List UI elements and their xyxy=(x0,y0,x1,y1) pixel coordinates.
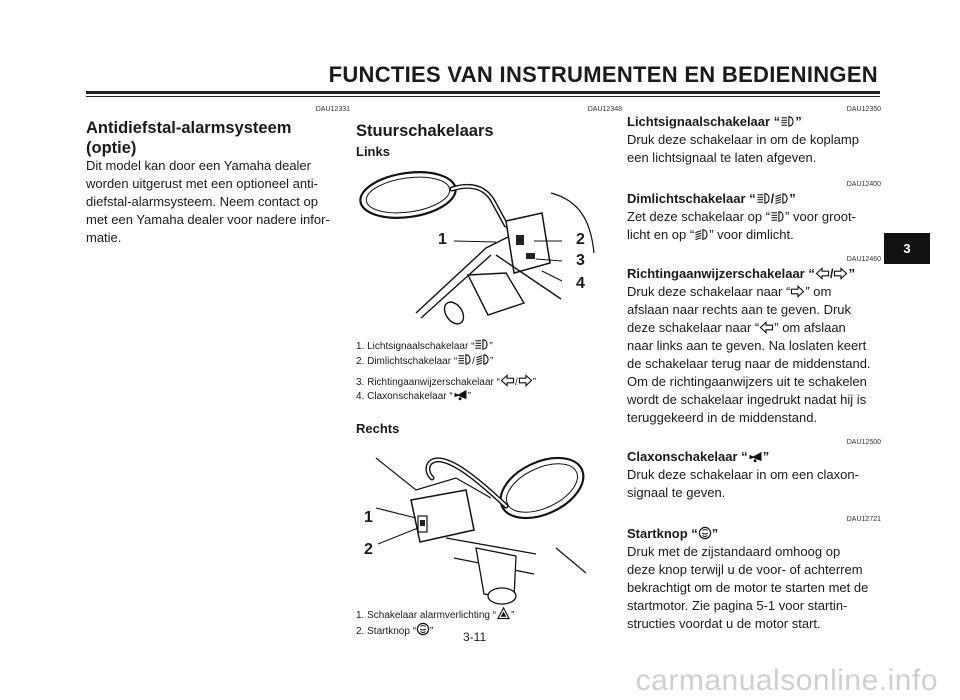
header-rule-thin xyxy=(86,96,880,97)
title-line: (optie) xyxy=(86,139,137,157)
section-code: DAU12500 xyxy=(846,439,881,446)
start-icon xyxy=(416,622,430,636)
right-handlebar-illustration xyxy=(356,438,596,606)
section-title-lichtsignaal: Lichtsignaalschakelaar “ ” xyxy=(627,114,802,129)
text-line: Druk deze schakelaar in om de koplamp xyxy=(627,132,859,147)
caption-line: 1. Schakelaar alarmverlichting “ ” xyxy=(356,607,622,622)
caption-line: 3. Richtingaanwijzerschakelaar “ / ” xyxy=(356,374,622,389)
text-line: naar links aan te geven. Na loslaten keert xyxy=(627,338,867,353)
paragraph-startknop xyxy=(627,543,881,633)
text-line: met een Yamaha dealer voor nadere infor- xyxy=(86,212,330,227)
section-title-stuurschakelaars: Stuurschakelaars xyxy=(356,122,494,140)
page-header-title: FUNCTIES VAN INSTRUMENTEN EN BEDIENINGEN xyxy=(328,62,878,87)
paragraph-lichtsignaal xyxy=(627,131,881,167)
text-line: bekrachtigt om de motor te starten met de xyxy=(627,580,869,595)
caption-line: 4. Claxonschakelaar “ ” xyxy=(356,391,472,402)
horn-icon xyxy=(453,389,468,401)
paragraph-richtingaanwijzer xyxy=(627,283,881,427)
section-code: DAU12331 xyxy=(315,106,350,113)
caption-line: 2. Dimlichtschakelaar “ / ” xyxy=(356,353,622,368)
section-title-antidiefstal xyxy=(86,118,356,158)
text-line: licht en op “ ” voor dimlicht. xyxy=(627,227,794,242)
text-line: startmotor. Zie pagina 5-1 voor startin- xyxy=(627,598,848,613)
low-beam-icon xyxy=(475,353,490,366)
figure-callout: 2 xyxy=(364,541,373,558)
figure-callout: 3 xyxy=(576,252,585,269)
headlight-flasher-icon xyxy=(780,115,795,128)
turn-right-icon xyxy=(518,374,533,387)
figure-callout: 1 xyxy=(438,231,447,248)
text-line: signaal te geven. xyxy=(627,485,726,500)
watermark: carmanualsonline.info xyxy=(635,664,938,697)
turn-right-icon xyxy=(790,285,805,298)
header-rule-thick xyxy=(86,91,880,94)
headlight-flasher-icon xyxy=(474,338,489,351)
section-code: DAU12400 xyxy=(846,181,881,188)
text-line: de schakelaar terug naar de middenstand. xyxy=(627,356,871,371)
section-code: DAU12350 xyxy=(846,106,881,113)
chapter-tab: 3 xyxy=(884,233,930,264)
text-line: deze knop terwijl u de voor- of achterrem xyxy=(627,562,863,577)
high-beam-icon xyxy=(770,210,785,223)
section-code: DAU12460 xyxy=(846,256,881,263)
figure-callout: 1 xyxy=(364,509,373,526)
section-code: DAU12348 xyxy=(587,106,622,113)
column-3 xyxy=(627,106,881,633)
turn-left-icon xyxy=(815,267,830,280)
high-beam-icon xyxy=(756,192,771,205)
section-code: DAU12721 xyxy=(846,516,881,523)
caption-line: 1. Lichtsignaalschakelaar “ ” xyxy=(356,338,622,353)
turn-left-icon xyxy=(500,374,515,387)
figure-captions-left xyxy=(356,338,622,403)
horn-icon xyxy=(748,451,763,463)
paragraph-dimlicht xyxy=(627,208,881,244)
subheading-links: Links xyxy=(356,144,390,159)
text-line: Dit model kan door een Yamaha dealer xyxy=(86,158,311,173)
figure-callout: 2 xyxy=(576,231,585,248)
paragraph-claxon xyxy=(627,466,881,502)
text-line: Zet deze schakelaar op “ ” voor groot- xyxy=(627,209,856,224)
page-number: 3-11 xyxy=(463,630,487,644)
caption-line: 2. Startknop “ ” xyxy=(356,622,622,638)
section-title-richtingaanwijzer: Richtingaanwijzerschakelaar “ / ” xyxy=(627,266,855,281)
high-beam-icon xyxy=(457,353,472,366)
text-line: structies voordat u de motor start. xyxy=(627,616,821,631)
hazard-icon xyxy=(496,607,511,620)
figure-callout: 4 xyxy=(576,275,585,292)
subheading-rechts: Rechts xyxy=(356,421,400,436)
title-line: Antidiefstal-alarmsysteem xyxy=(86,119,292,137)
text-line: deze schakelaar naar “ ” om afslaan xyxy=(627,320,846,335)
low-beam-icon xyxy=(694,228,709,241)
section-title-startknop: Startknop “ ” xyxy=(627,526,719,541)
section-title-claxon: Claxonschakelaar “ ” xyxy=(627,449,770,464)
text-line: teruggekeerd in de middenstand. xyxy=(627,410,818,425)
text-line: Druk deze schakelaar naar “ ” om xyxy=(627,284,832,299)
low-beam-icon xyxy=(774,192,789,205)
start-icon xyxy=(698,526,712,540)
turn-left-icon xyxy=(759,321,774,334)
text-line: Druk deze schakelaar in om een claxon- xyxy=(627,467,859,482)
text-line: wordt de schakelaar ingedrukt nadat hij is xyxy=(627,392,867,407)
left-handlebar-illustration xyxy=(356,163,596,333)
text-line: Om de richtingaanwijzers uit te schakelen xyxy=(627,374,867,389)
text-line: afslaan naar rechts aan te geven. Druk xyxy=(627,302,852,317)
text-line: diefstal-alarmsysteem. Neem contact op xyxy=(86,194,318,209)
text-line: een lichtsignaal te laten afgeven. xyxy=(627,150,817,165)
text-line: matie. xyxy=(86,230,122,245)
text-line: worden uitgerust met een optioneel anti- xyxy=(86,176,318,191)
text-line: Druk met de zijstandaard omhoog op xyxy=(627,544,841,559)
section-title-dimlicht: Dimlichtschakelaar “ / ” xyxy=(627,191,796,206)
turn-right-icon xyxy=(833,267,848,280)
paragraph-antidiefstal xyxy=(86,157,350,247)
figure-captions-right xyxy=(356,607,622,638)
